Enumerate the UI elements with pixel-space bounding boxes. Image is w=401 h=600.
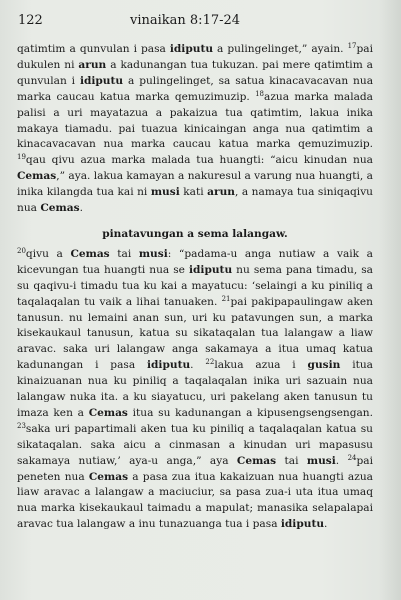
text-run: itua kinaizuanan nua ku piniliq a taqalaqalan inika uri sazuain nua lalangaw nuka ita. a ku siayatucu, uri pakelang aken tanusun tu imaza ken a — [17, 359, 373, 419]
emphasis-word: arun — [207, 186, 235, 199]
emphasis-word: musi — [306, 454, 336, 467]
emphasis-word: musi — [150, 186, 180, 199]
emphasis-word: idiputu — [79, 74, 124, 87]
text-run: pai dukulen ni — [17, 43, 373, 71]
text-run: lakua azua i — [214, 359, 308, 372]
text-run: , a namaya tua siniqaqivu nua — [17, 186, 373, 215]
verse-number: 19 — [17, 153, 26, 162]
text-run: tai — [109, 247, 139, 260]
text-run: pai peneten nua — [17, 454, 373, 483]
text-run: a pulingelinget,” ayain. — [213, 43, 348, 55]
emphasis-word: Cemas — [88, 470, 129, 483]
emphasis-word: Cemas — [88, 406, 128, 419]
emphasis-word: gusin — [307, 359, 341, 372]
emphasis-word: idiputu — [188, 263, 233, 276]
text-run: qivu a — [25, 247, 71, 260]
text-run: : “padama-u anga nutiaw a vaik a kicevungan tua huangti nua se — [17, 247, 373, 276]
text-run: . — [324, 518, 328, 531]
emphasis-word: Cemas — [40, 202, 80, 215]
text-run: a pulingelinget, sa satua kinacavacavan nua marka caucau katua marka qemuzimuzip. — [17, 74, 374, 103]
emphasis-word: idiputu — [147, 359, 191, 372]
paragraph-1 — [17, 42, 373, 217]
text-run: itua su kadunangan a kipusengsengsengan. — [127, 406, 373, 419]
text-run: . — [190, 359, 206, 372]
page-body — [17, 42, 373, 533]
section-heading: pinatavungan a sema lalangaw. — [102, 227, 288, 240]
verse-number: 20 — [17, 246, 26, 255]
text-run: a kadunangan tua tukuzan. pai mere qatimtim a qunvulan i — [17, 58, 373, 87]
verse-number: 23 — [17, 421, 26, 430]
verse-number: 17 — [347, 42, 357, 50]
emphasis-word: Cemas — [236, 454, 277, 467]
text-run: pai pakipapaulingaw aken tanusun. nu lemaini anan sun, uri ku patavungen sun, a marka kisekaukaul tanusun, katua su sikataqalan tua lalangaw a liaw aravac. saka uri lalangaw anga sakamaya a itua umaq katua kadunangan i pasa — [17, 295, 373, 372]
text-run: qau qivu azua marka malada tua huangti: “aicu kinudan nua — [25, 154, 373, 167]
text-run: ,” aya. lakua kamayan a nakuresul a varung nua huangti, a inika kilangda tua kai ni — [17, 170, 373, 199]
paragraph-2 — [17, 247, 373, 533]
emphasis-word: arun — [78, 58, 107, 71]
text-run: nu sema pana timadu, sa su qaqivu-i timadu tua ku kai a mayatucu: ‘selaingi a ku piniliq a taqalaqalan tu vaik a lihai tanuaken. — [17, 263, 373, 308]
chapter-verse-reference: vinaikan 8:17-24 — [130, 13, 241, 28]
verse-number: 21 — [221, 294, 231, 303]
text-run: a pasa zua itua kakaizuan nua huangti azua liaw aravac a lalangaw a maciuciur, sa pasa zua-i uta itua umaq nua marka kisekaukaul taimadu a mapulat; manasika selapalapai aravac tua lalangaw a inu tunazuanga tua i pasa — [17, 470, 373, 531]
emphasis-word: Cemas — [70, 247, 110, 260]
text-run: . — [335, 454, 348, 467]
page-number: 122 — [18, 13, 43, 28]
page-spine-shadow — [379, 0, 401, 600]
emphasis-word: musi — [138, 247, 168, 260]
text-run: saka uri papartimali aken tua ku piniliq a taqalaqalan katua su sikataqalan. saka aicu a cinmasan a kinudan uri mapasusu sakamaya nutiaw,’ aya-u anga,” aya — [17, 422, 373, 467]
emphasis-word: idiputu — [280, 518, 325, 531]
verse-number: 22 — [205, 358, 215, 367]
text-run: azua marka malada palisi a uri mayatazua a pakaizua tua qatimtim, lakua inika makaya tiamadu. pai tuazua kinicaingan anga nua qatimtim a kinacavacavan nua marka caucau katua marka qemuzimuzip. — [17, 90, 373, 151]
verse-number: 24 — [347, 453, 357, 462]
emphasis-word: Cemas — [17, 170, 57, 183]
text-run: tai — [276, 454, 307, 467]
text-run: . — [79, 202, 83, 215]
page-header — [18, 13, 377, 31]
text-run: kati — [179, 186, 208, 199]
emphasis-word: idiputu — [169, 43, 214, 55]
text-run: qatimtim a qunvulan i pasa — [17, 43, 170, 55]
verse-number: 18 — [255, 89, 264, 98]
